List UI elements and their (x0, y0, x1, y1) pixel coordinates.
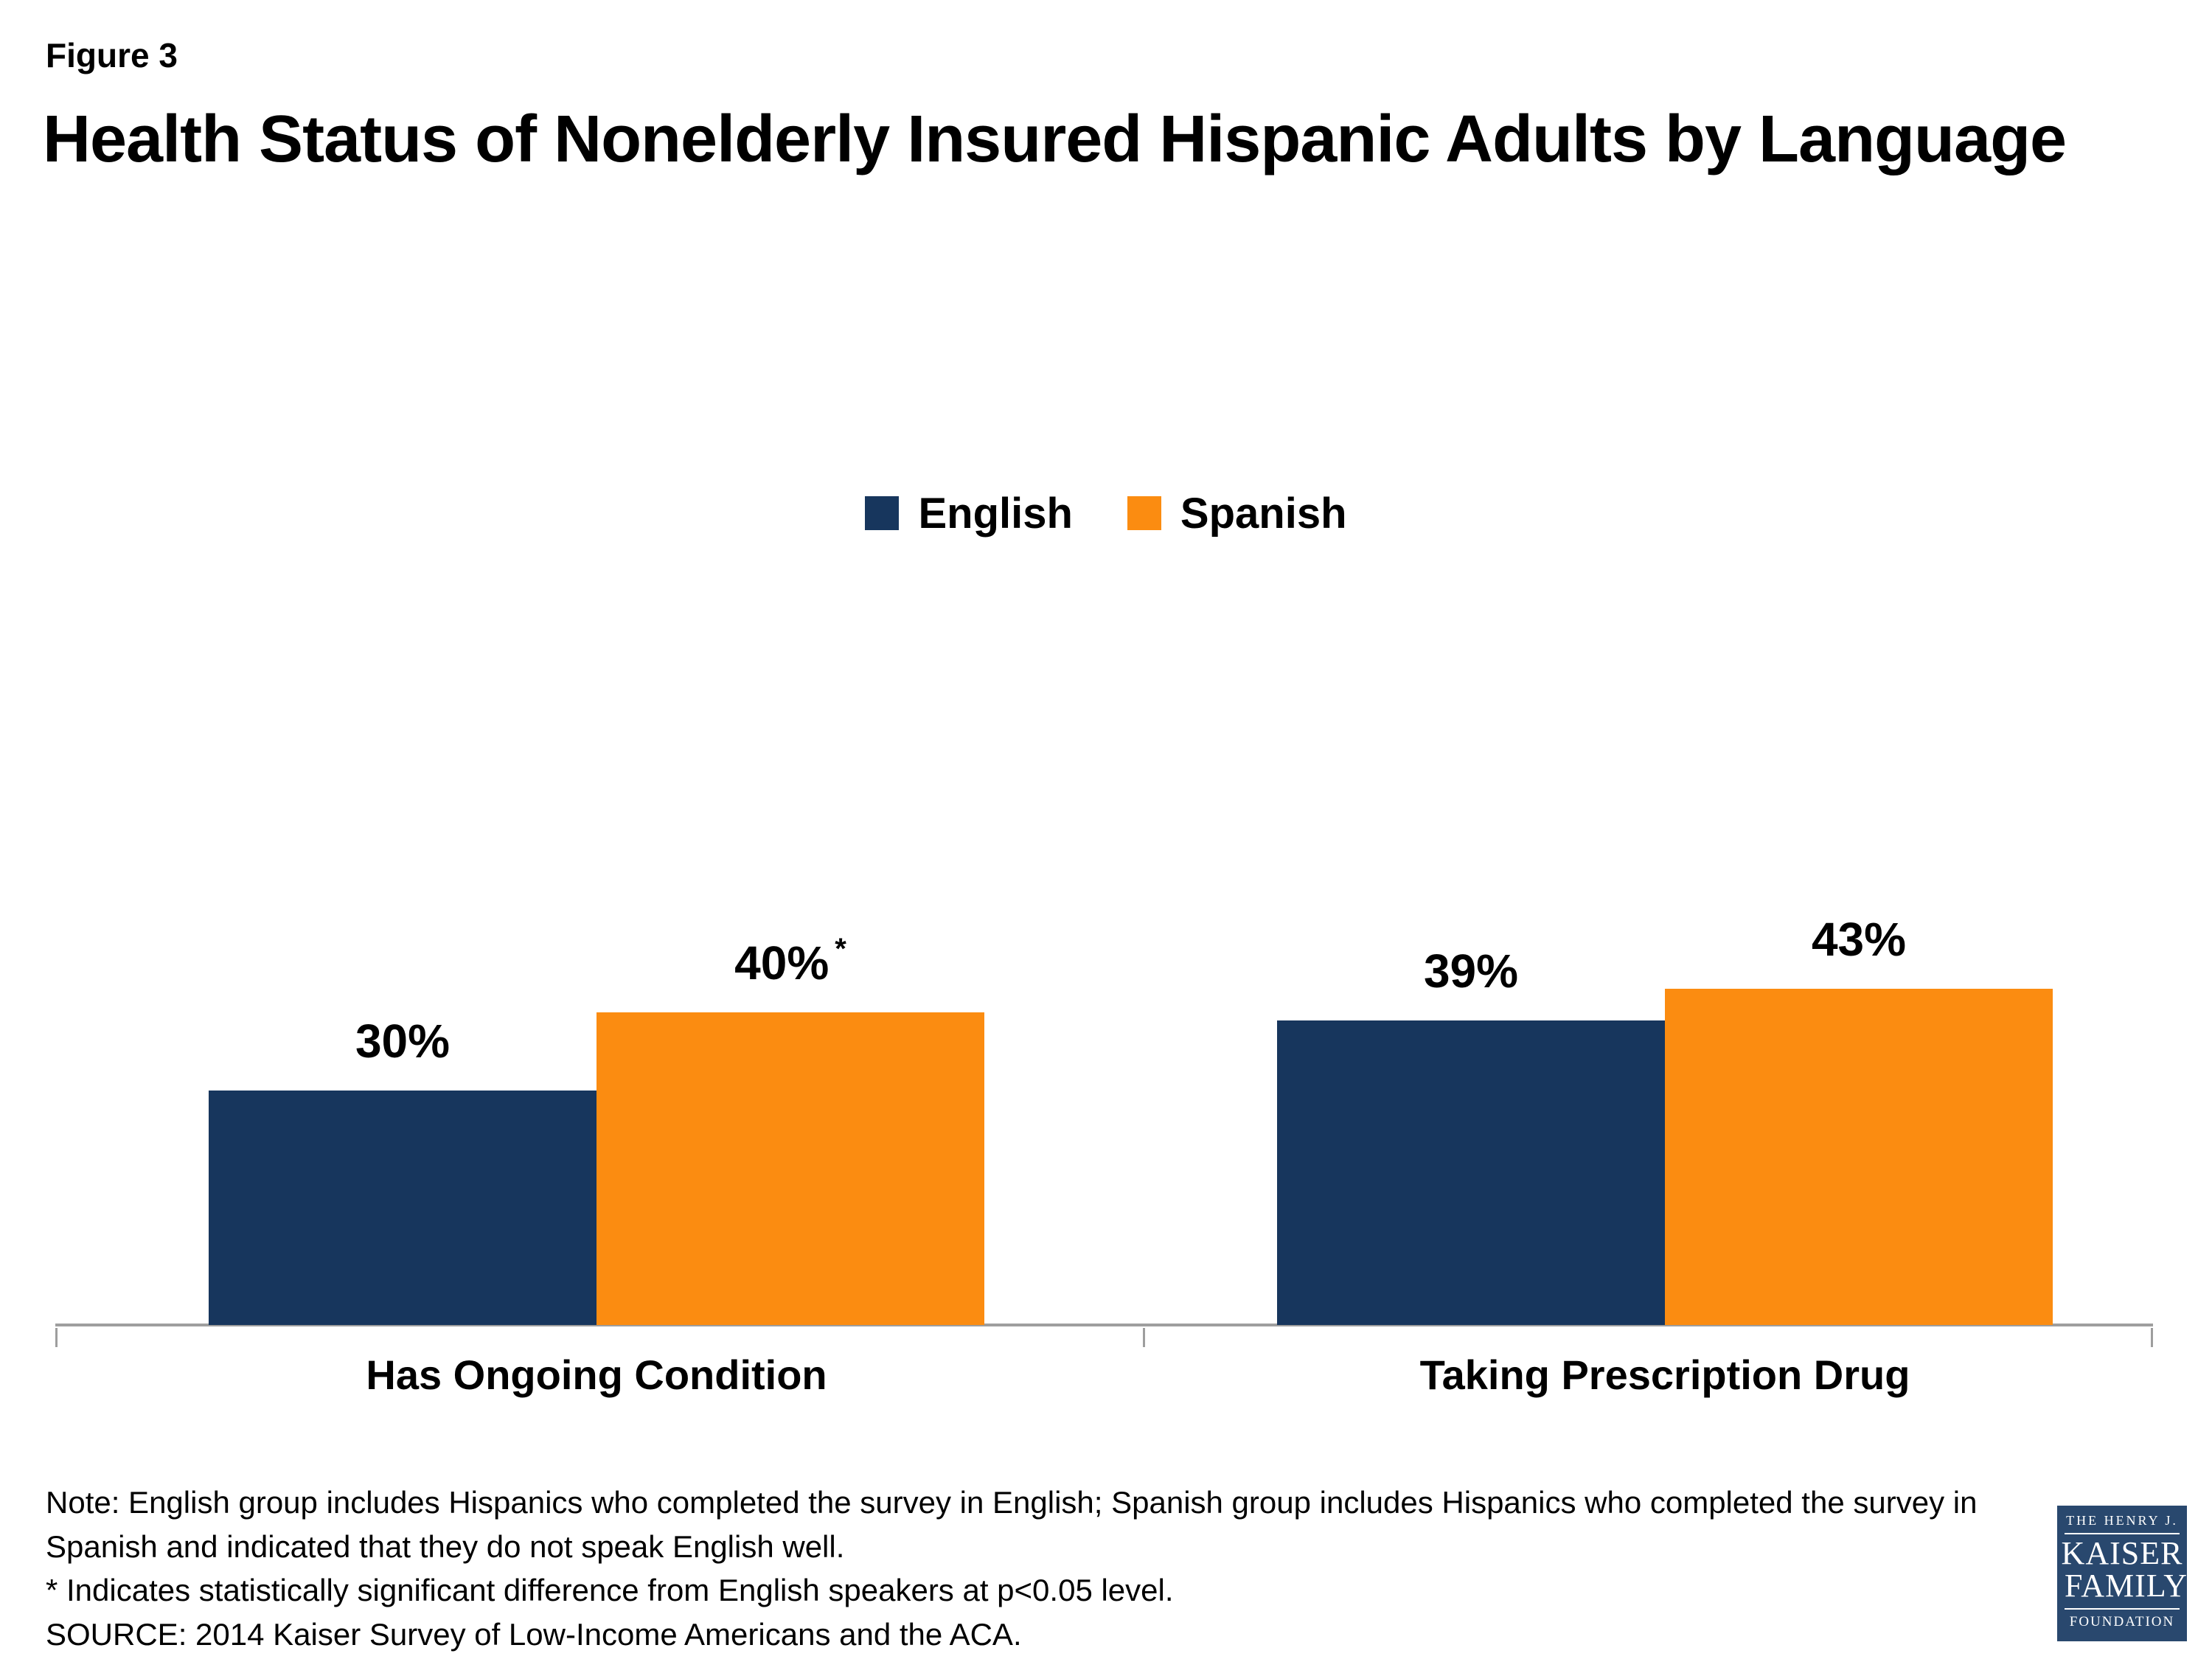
legend-label: English (918, 489, 1073, 538)
english-legend-swatch (865, 496, 899, 530)
bar-value-label-spanish-0: 40% * (734, 932, 846, 990)
category-label-has-ongoing-condition: Has Ongoing Condition (366, 1352, 827, 1398)
logo-text-family: FAMILY (2065, 1570, 2180, 1610)
spanish-legend-swatch (1127, 496, 1161, 530)
legend (0, 478, 2212, 549)
legend-label: Spanish (1180, 489, 1347, 538)
bar-english-1 (1277, 1020, 1665, 1325)
bar-value-label-english-1: 39% (1423, 945, 1519, 998)
page-title: Health Status of Nonelderly Insured Hispanic Adults by Language (43, 102, 2067, 176)
significance-asterisk: * (835, 932, 846, 965)
bar-spanish-1 (1665, 989, 2053, 1325)
source-note: SOURCE: 2014 Kaiser Survey of Low-Income Americans and the ACA. (46, 1616, 1022, 1652)
legend-item-spanish (1127, 489, 1347, 538)
note-text: Note: English group includes Hispanics who completed the survey in English; Spanish group includes Hispanics who completed the survey in Spanish and indicated that they do not speak English well. (46, 1485, 1978, 1564)
bar-spanish-0 (597, 1012, 984, 1325)
significance-note: * Indicates statistically significant difference from English speakers at p<0.05 level. (46, 1573, 1174, 1608)
bar-value-label-english-0: 30% (355, 1015, 451, 1068)
x-axis-tick-right (2151, 1328, 2153, 1347)
kff-logo (2057, 1506, 2187, 1641)
logo-text-kaiser: KAISER (2061, 1535, 2183, 1571)
bar-value-label-spanish-1: 43% (1811, 913, 1907, 966)
x-axis-tick-center (1143, 1328, 1145, 1347)
figure-label: Figure 3 (46, 36, 178, 74)
x-axis-tick-left (55, 1328, 58, 1347)
legend-item-english (865, 489, 1072, 538)
footnotes (46, 1481, 2044, 1657)
logo-text-foundation: FOUNDATION (2069, 1614, 2175, 1630)
bar-chart-plot-area (55, 883, 2153, 1325)
bar-english-0 (209, 1091, 597, 1325)
category-label-taking-prescription-drug: Taking Prescription Drug (1419, 1352, 1910, 1398)
logo-text-the-henry-j: THE HENRY J. (2065, 1513, 2180, 1534)
